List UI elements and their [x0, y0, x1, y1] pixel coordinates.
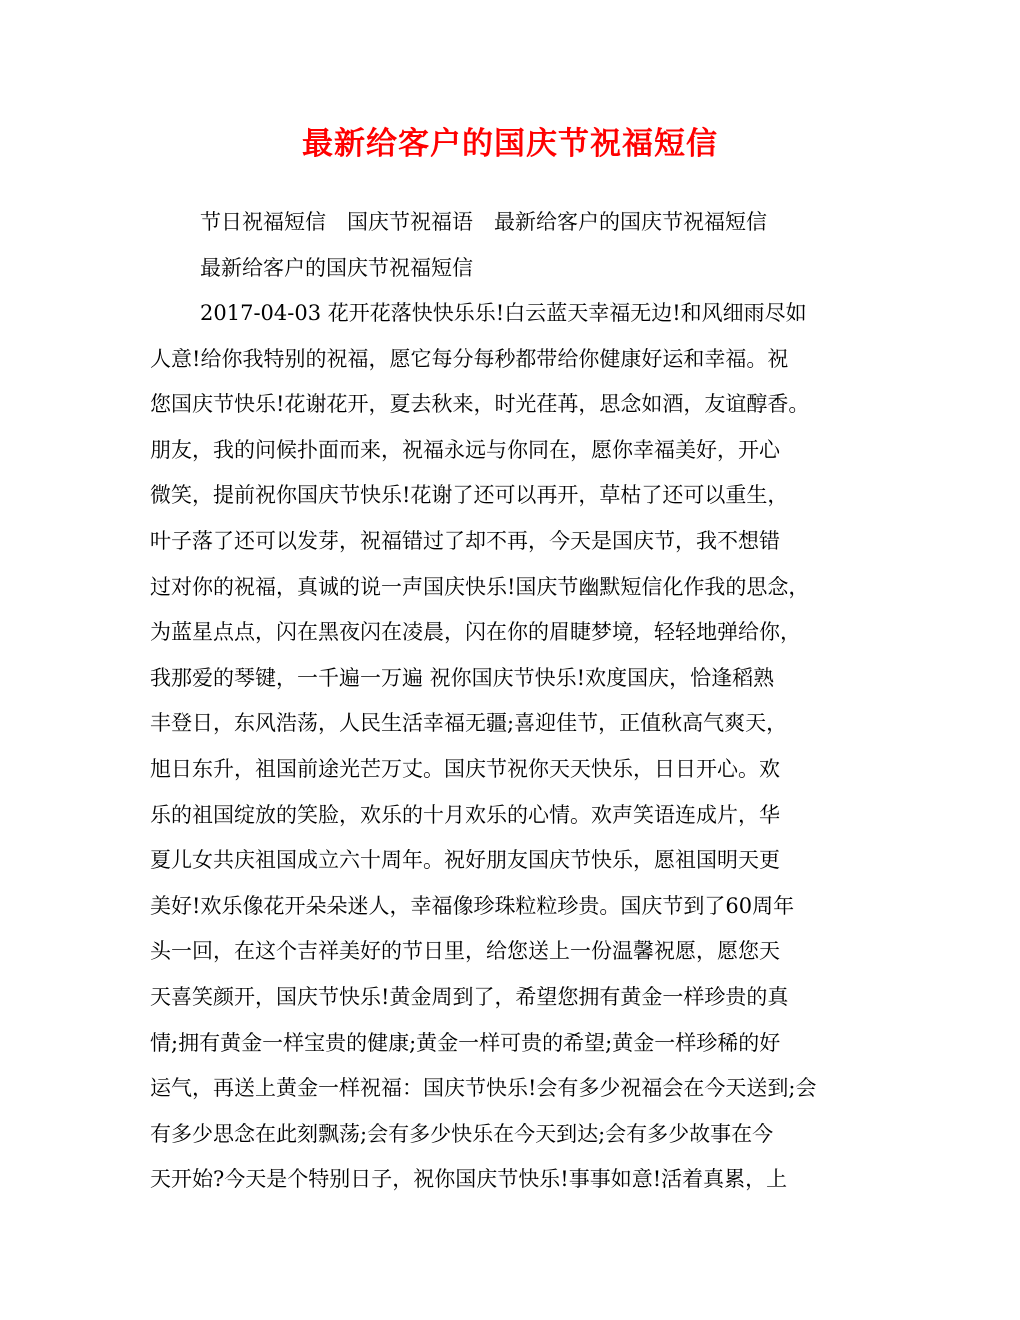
body-line: 为蓝星点点，闪在黑夜闪在凌晨，闪在你的眉睫梦境，轻轻地弹给你，	[150, 620, 801, 645]
body-line: 旭日东升，祖国前途光芒万丈。国庆节祝你天天快乐，日日开心。欢	[150, 756, 780, 781]
body-line: 2017-04-03 花开花落快快乐乐!白云蓝天幸福无边!和风细雨尽如	[200, 301, 807, 325]
subheading: 最新给客户的国庆节祝福短信	[200, 256, 473, 280]
body-text	[150, 298, 910, 1210]
body-line: 天喜笑颜开，国庆节快乐!黄金周到了，希望您拥有黄金一样珍贵的真	[150, 984, 789, 1009]
body-line: 人意!给你我特别的祝福，愿它每分每秒都带给你健康好运和幸福。祝	[150, 346, 789, 371]
body-line: 头一回，在这个吉祥美好的节日里，给您送上一份温馨祝愿，愿您天	[150, 939, 780, 964]
body-line: 美好!欢乐像花开朵朵迷人，幸福像珍珠粒粒珍贵。国庆节到了60周年	[150, 893, 795, 918]
document-title: 最新给客户的国庆节祝福短信	[302, 126, 718, 162]
body-line: 微笑，提前祝你国庆节快乐!花谢了还可以再开，草枯了还可以重生，	[150, 483, 789, 508]
body-line: 叶子落了还可以发芽，祝福错过了却不再，今天是国庆节，我不想错	[150, 528, 780, 553]
body-line: 朋友，我的问候扑面而来，祝福永远与你同在，愿你幸福美好，开心	[150, 437, 780, 462]
body-line: 我那爱的琴键，一千遍一万遍 祝你国庆节快乐!欢度国庆，恰逢稻熟	[150, 665, 775, 690]
tags-line: 节日祝福短信 国庆节祝福语 最新给客户的国庆节祝福短信	[200, 210, 767, 234]
body-line: 丰登日，东风浩荡，人民生活幸福无疆;喜迎佳节，正值秋高气爽天，	[150, 711, 788, 736]
body-line: 夏儿女共庆祖国成立六十周年。祝好朋友国庆节快乐，愿祖国明天更	[150, 848, 780, 873]
body-line: 情;拥有黄金一样宝贵的健康;黄金一样可贵的希望;黄金一样珍稀的好	[150, 1030, 781, 1055]
body-line: 乐的祖国绽放的笑脸，欢乐的十月欢乐的心情。欢声笑语连成片，华	[150, 802, 780, 827]
body-line: 过对你的祝福，真诚的说一声国庆快乐!国庆节幽默短信化作我的思念，	[150, 574, 810, 599]
body-line: 运气，再送上黄金一样祝福：国庆节快乐!会有多少祝福会在今天送到;会	[150, 1076, 817, 1101]
body-line: 天开始?今天是个特别日子，祝你国庆节快乐!事事如意!活着真累，上	[150, 1167, 788, 1192]
body-line: 有多少思念在此刻飘荡;会有多少快乐在今天到达;会有多少故事在今	[150, 1121, 774, 1146]
body-line: 您国庆节快乐!花谢花开，夏去秋来，时光荏苒，思念如酒，友谊醇香。	[150, 392, 810, 417]
